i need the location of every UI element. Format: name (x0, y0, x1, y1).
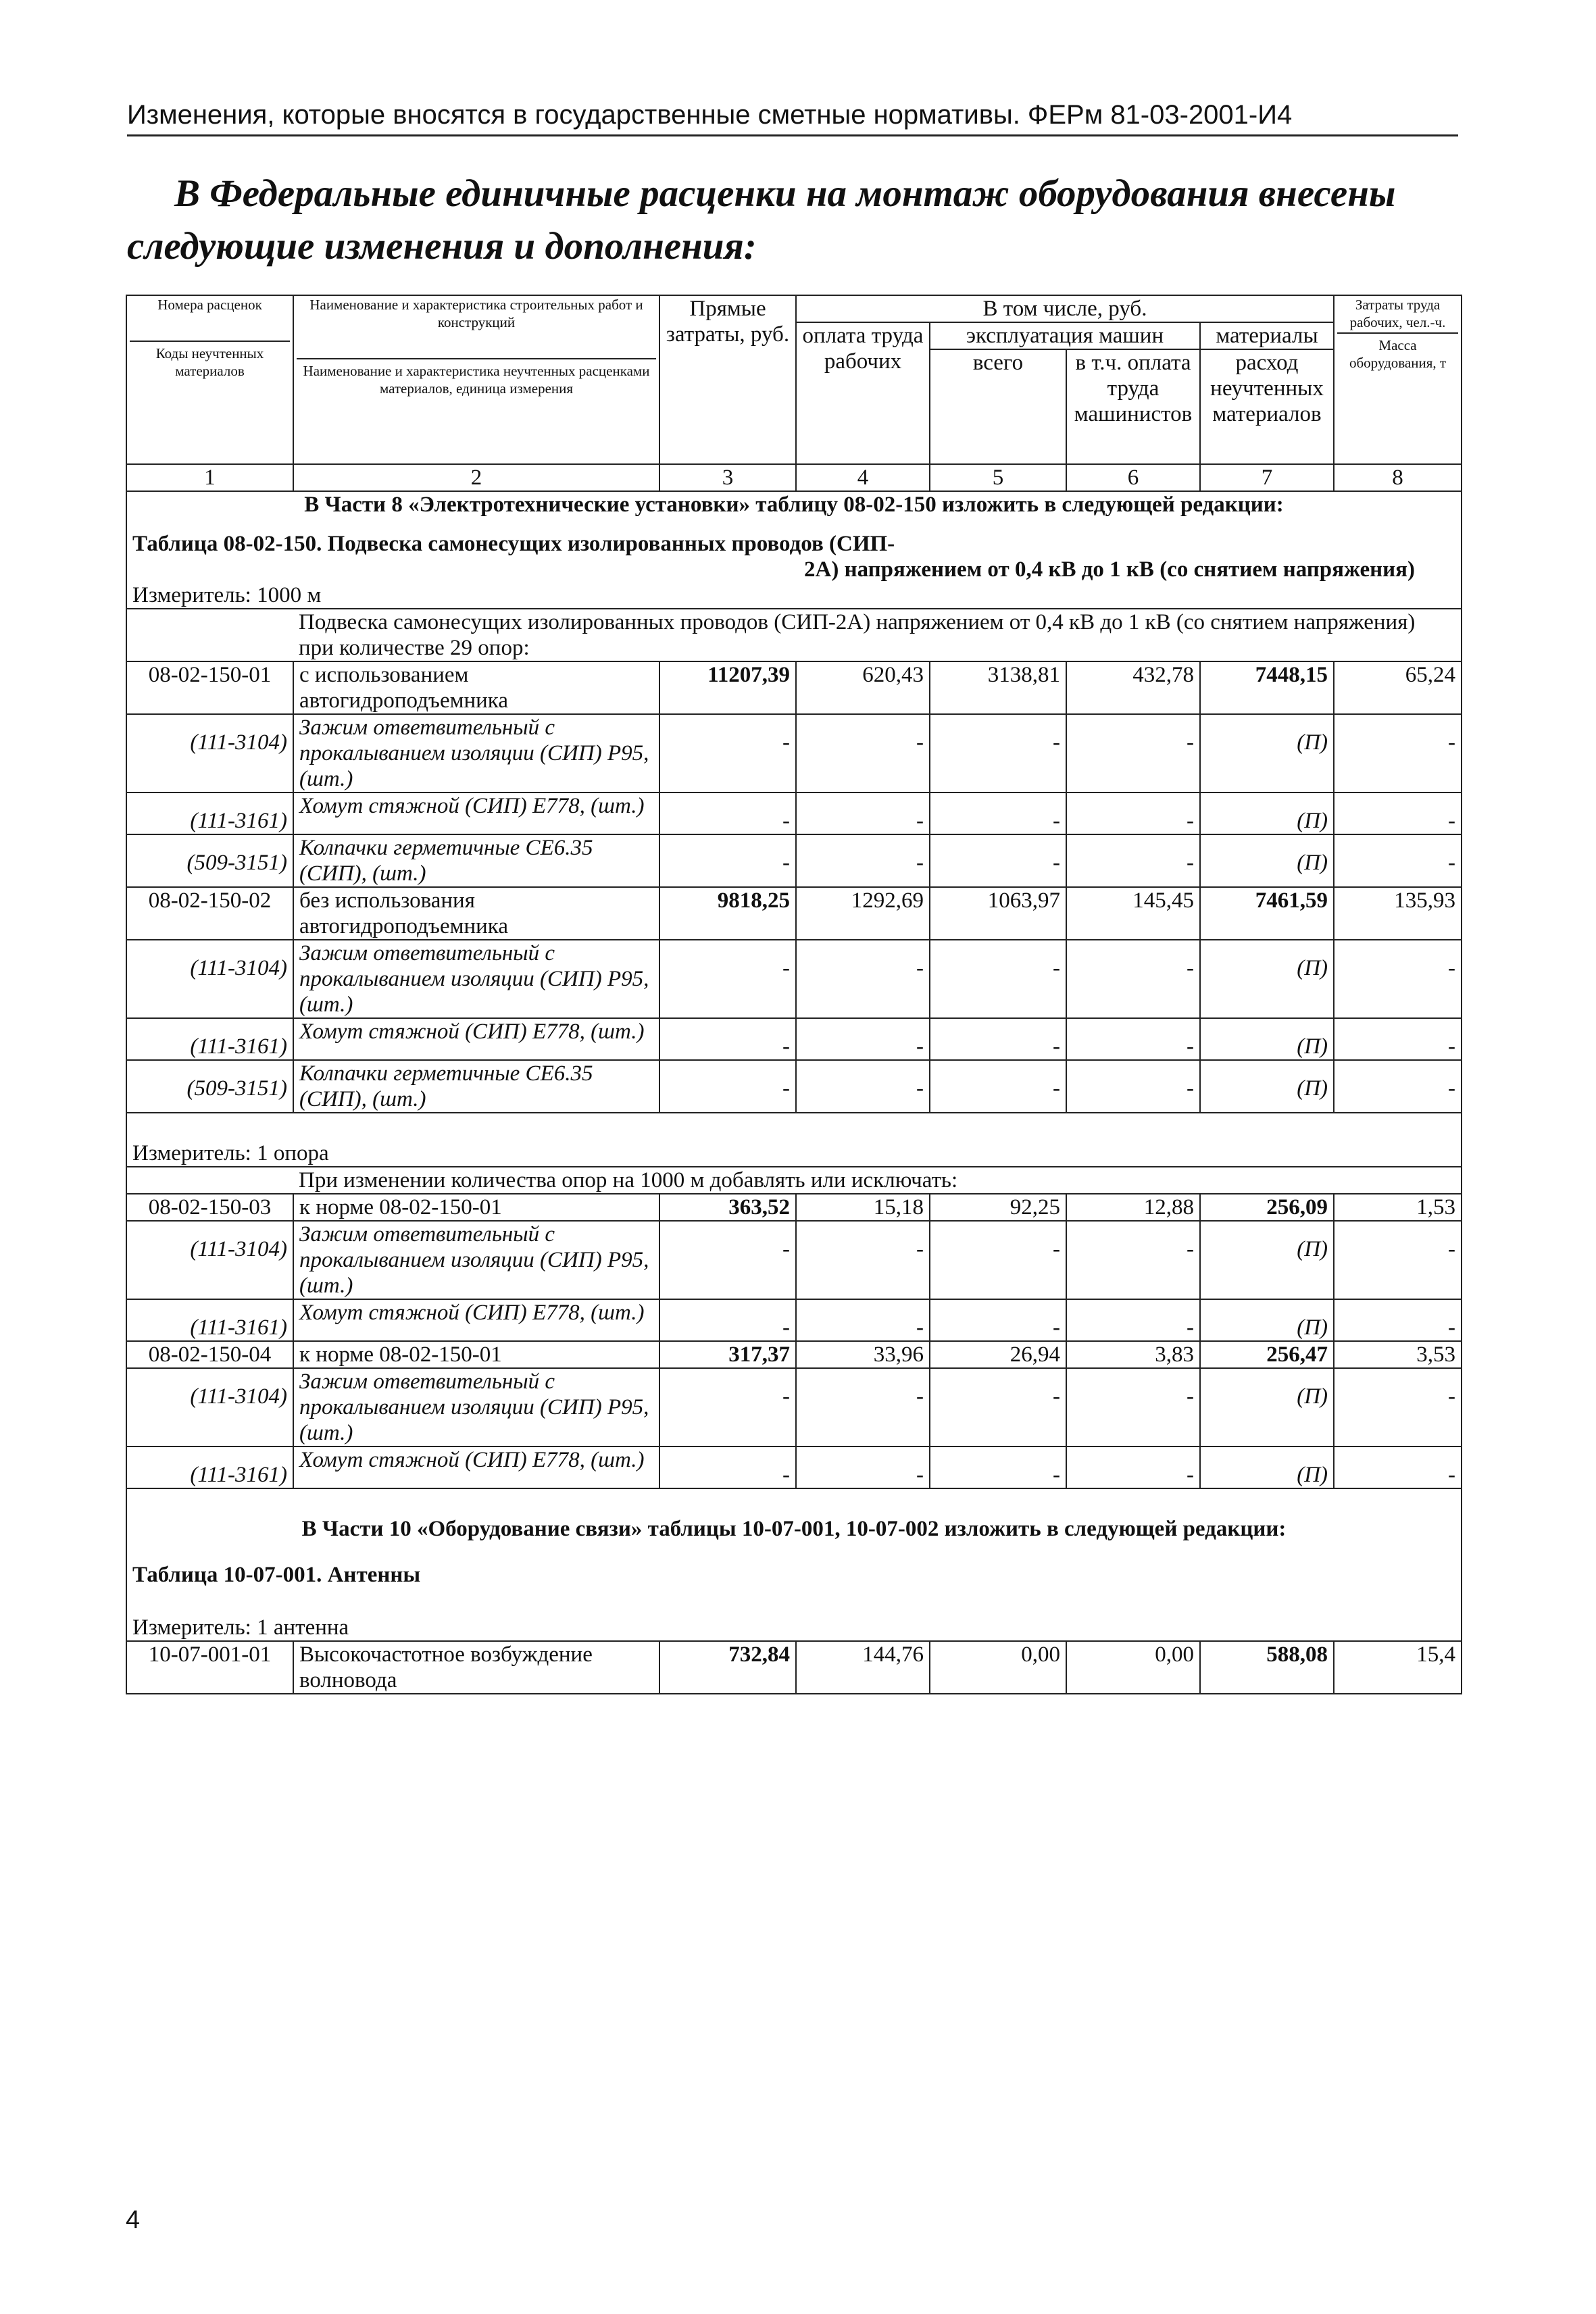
materials-p-mark: (П) (1200, 714, 1334, 793)
col7-header: расход неучтенных материалов (1200, 349, 1334, 464)
worker-wages: 15,18 (796, 1194, 930, 1221)
table-10-07-001-title: Таблица 10-07-001. Антенны (126, 1542, 1462, 1588)
col3-header: Прямые затраты, руб. (659, 295, 796, 464)
machines-total: 1063,97 (930, 887, 1066, 940)
material-code: (509-3151) (126, 1060, 293, 1113)
material-name: Колпачки герметичные СЕ6.35 (СИП), (шт.) (293, 1060, 659, 1113)
col8-header-top: Затраты труда рабочих, чел.-ч. (1349, 297, 1446, 330)
machinist-wages-dash: - (1066, 940, 1200, 1018)
material-row (126, 1299, 1462, 1341)
worker-wages-dash: - (796, 1368, 930, 1447)
table-08-02-150-title-line2: 2А) напряжением от 0,4 кВ до 1 кВ (со снятием напряжения) (804, 557, 1416, 582)
direct-costs: 363,52 (659, 1194, 796, 1221)
table-08-02-150-title (126, 518, 1462, 582)
labor-hours-dash: - (1334, 793, 1462, 834)
labor-hours: 135,93 (1334, 887, 1462, 940)
materials-cost: 588,08 (1200, 1641, 1334, 1694)
material-row (126, 1368, 1462, 1447)
machines-total-dash: - (930, 940, 1066, 1018)
column-number: 3 (659, 464, 796, 491)
machines-total: 26,94 (930, 1341, 1066, 1368)
direct-costs-dash: - (659, 1060, 796, 1113)
rate-name: к норме 08-02-150-01 (293, 1341, 659, 1368)
intro-line-1: В Федеральные единичные расценки на монтаж оборудования внесены (174, 172, 1396, 215)
labor-hours: 15,4 (1334, 1641, 1462, 1694)
intro-line-2: следующие изменения и дополнения: (127, 225, 757, 268)
materials-cost: 256,09 (1200, 1194, 1334, 1221)
incl-header: В том числе, руб. (796, 295, 1334, 322)
direct-costs-dash: - (659, 834, 796, 887)
rate-code: 08-02-150-04 (126, 1341, 293, 1368)
measure-row (126, 1113, 1462, 1167)
description-row (126, 1167, 1462, 1194)
material-name: Зажим ответвительный с прокалыванием изоляции (СИП) Р95, (шт.) (293, 1221, 659, 1299)
measure-unit-antenna: Измеритель: 1 антенна (126, 1588, 1462, 1641)
material-row (126, 834, 1462, 887)
column-number: 4 (796, 464, 930, 491)
materials-p-mark: (П) (1200, 1447, 1334, 1488)
machines-total: 0,00 (930, 1641, 1066, 1694)
machines-total: 3138,81 (930, 661, 1066, 714)
direct-costs: 11207,39 (659, 661, 796, 714)
material-code: (111-3104) (126, 714, 293, 793)
material-name: Хомут стяжной (СИП) Е778, (шт.) (293, 1018, 659, 1060)
material-name: Хомут стяжной (СИП) Е778, (шт.) (293, 793, 659, 834)
material-code: (111-3161) (126, 793, 293, 834)
rate-code: 10-07-001-01 (126, 1641, 293, 1694)
col2-header (293, 295, 659, 464)
materials-p-mark: (П) (1200, 1221, 1334, 1299)
measure-unit-1000m: Измеритель: 1000 м (126, 582, 1462, 609)
page-number: 4 (126, 2206, 141, 2234)
direct-costs: 9818,25 (659, 887, 796, 940)
worker-wages-dash: - (796, 1018, 930, 1060)
direct-costs-dash: - (659, 940, 796, 1018)
machines-total-dash: - (930, 1368, 1066, 1447)
worker-wages-dash: - (796, 714, 930, 793)
machinist-wages-dash: - (1066, 1221, 1200, 1299)
material-code: (509-3151) (126, 834, 293, 887)
column-number: 2 (293, 464, 659, 491)
material-row (126, 940, 1462, 1018)
labor-hours-dash: - (1334, 834, 1462, 887)
machines-total-dash: - (930, 1447, 1066, 1488)
machinist-wages: 12,88 (1066, 1194, 1200, 1221)
machines-total-dash: - (930, 834, 1066, 887)
labor-hours: 3,53 (1334, 1341, 1462, 1368)
rate-name: без использования автогидроподъемника (293, 887, 659, 940)
labor-hours: 1,53 (1334, 1194, 1462, 1221)
table-description-29-poles: Подвеска самонесущих изолированных проводов (СИП-2А) напряжением от 0,4 кВ до 1 кВ (со снятием напряжения) при количестве 29 опор: (293, 609, 1462, 661)
machinist-wages: 0,00 (1066, 1641, 1200, 1694)
col2-header-bottom: Наименование и характеристика неучтенных расценками материалов, единица измерения (297, 358, 656, 397)
rate-name: к норме 08-02-150-01 (293, 1194, 659, 1221)
worker-wages-dash: - (796, 1221, 930, 1299)
column-number: 1 (126, 464, 293, 491)
materials-cost: 7448,15 (1200, 661, 1334, 714)
materials-p-mark: (П) (1200, 1299, 1334, 1341)
col2-header-top: Наименование и характеристика строительных работ и конструкций (309, 297, 643, 330)
material-code: (111-3161) (126, 1447, 293, 1488)
worker-wages-dash: - (796, 834, 930, 887)
direct-costs-dash: - (659, 1368, 796, 1447)
worker-wages: 1292,69 (796, 887, 930, 940)
materials-cost: 7461,59 (1200, 887, 1334, 940)
table1-title-row (126, 518, 1462, 582)
material-name: Хомут стяжной (СИП) Е778, (шт.) (293, 1447, 659, 1488)
machinist-wages: 432,78 (1066, 661, 1200, 714)
measure-unit-pole: Измеритель: 1 опора (126, 1113, 1462, 1167)
section1-title: В Части 8 «Электротехнические установки» таблицу 08-02-150 изложить в следующей редакции: (126, 491, 1462, 518)
column-number: 7 (1200, 464, 1334, 491)
rate-row (126, 661, 1462, 714)
machines-total-dash: - (930, 1060, 1066, 1113)
labor-hours-dash: - (1334, 1060, 1462, 1113)
col8-header-bottom: Масса оборудования, т (1337, 332, 1458, 372)
table-description-pole-change: При изменении количества опор на 1000 м добавлять или исключать: (293, 1167, 1462, 1194)
material-name: Зажим ответвительный с прокалыванием изоляции (СИП) Р95, (шт.) (293, 714, 659, 793)
materials-cost: 256,47 (1200, 1341, 1334, 1368)
rate-code: 08-02-150-01 (126, 661, 293, 714)
material-code: (111-3161) (126, 1299, 293, 1341)
machinist-wages: 3,83 (1066, 1341, 1200, 1368)
material-code: (111-3104) (126, 1368, 293, 1447)
labor-hours-dash: - (1334, 1368, 1462, 1447)
labor-hours-dash: - (1334, 1221, 1462, 1299)
section1-title-row (126, 491, 1462, 518)
machinist-wages-dash: - (1066, 1299, 1200, 1341)
machines-header: эксплуатация машин (930, 322, 1200, 349)
direct-costs-dash: - (659, 1299, 796, 1341)
column-numbers-row (126, 464, 1462, 491)
materials-p-mark: (П) (1200, 940, 1334, 1018)
rate-row (126, 887, 1462, 940)
material-name: Зажим ответвительный с прокалыванием изоляции (СИП) Р95, (шт.) (293, 1368, 659, 1447)
machinist-wages-dash: - (1066, 1447, 1200, 1488)
empty-cell (126, 1167, 293, 1194)
material-code: (111-3104) (126, 940, 293, 1018)
direct-costs-dash: - (659, 714, 796, 793)
labor-hours-dash: - (1334, 714, 1462, 793)
col8-header (1334, 295, 1462, 464)
worker-wages-dash: - (796, 793, 930, 834)
direct-costs-dash: - (659, 1018, 796, 1060)
col1-header-top: Номера расценок (157, 297, 262, 313)
labor-hours: 65,24 (1334, 661, 1462, 714)
machines-total-dash: - (930, 1299, 1066, 1341)
measure-row (126, 1588, 1462, 1641)
worker-wages: 620,43 (796, 661, 930, 714)
col1-header (126, 295, 293, 464)
section2-group (126, 1488, 1462, 1694)
header-row-1 (126, 295, 1462, 322)
worker-wages-dash: - (796, 1447, 930, 1488)
material-row (126, 1447, 1462, 1488)
direct-costs-dash: - (659, 1447, 796, 1488)
section2-title: В Части 10 «Оборудование связи» таблицы 10-07-001, 10-07-002 изложить в следующей редакции: (126, 1488, 1462, 1542)
intro-heading (127, 168, 1458, 273)
materials-header: материалы (1200, 322, 1334, 349)
material-row (126, 1221, 1462, 1299)
worker-wages-dash: - (796, 1299, 930, 1341)
direct-costs: 732,84 (659, 1641, 796, 1694)
direct-costs-dash: - (659, 793, 796, 834)
worker-wages: 33,96 (796, 1341, 930, 1368)
column-number: 8 (1334, 464, 1462, 491)
machines-total-dash: - (930, 793, 1066, 834)
table-body (126, 295, 1462, 661)
machinist-wages-dash: - (1066, 834, 1200, 887)
rate-row (126, 1194, 1462, 1221)
table-08-02-150-title-line1: Таблица 08-02-150. Подвеска самонесущих изолированных проводов (СИП- (132, 532, 895, 556)
worker-wages-dash: - (796, 1060, 930, 1113)
worker-wages-dash: - (796, 940, 930, 1018)
rate-code: 08-02-150-02 (126, 887, 293, 940)
materials-p-mark: (П) (1200, 1368, 1334, 1447)
materials-p-mark: (П) (1200, 1018, 1334, 1060)
description-row (126, 609, 1462, 661)
col4-header: оплата труда рабочих (796, 322, 930, 464)
materials-p-mark: (П) (1200, 793, 1334, 834)
running-header: Изменения, которые вносятся в государственные сметные нормативы. ФЕРм 81-03-2001-И4 (127, 100, 1458, 136)
rate-row (126, 1641, 1462, 1694)
col6-header: в т.ч. оплата труда машинистов (1066, 349, 1200, 464)
material-code: (111-3161) (126, 1018, 293, 1060)
machines-total-dash: - (930, 714, 1066, 793)
material-row (126, 1060, 1462, 1113)
rows-group-a (126, 661, 1462, 1113)
machinist-wages-dash: - (1066, 714, 1200, 793)
rate-name: Высокочастотное возбуждение волновода (293, 1641, 659, 1694)
material-row (126, 714, 1462, 793)
rates-table (126, 295, 1462, 1694)
column-number: 5 (930, 464, 1066, 491)
machines-total: 92,25 (930, 1194, 1066, 1221)
labor-hours-dash: - (1334, 1447, 1462, 1488)
machines-total-dash: - (930, 1018, 1066, 1060)
material-row (126, 793, 1462, 834)
rate-row (126, 1341, 1462, 1368)
column-number: 6 (1066, 464, 1200, 491)
direct-costs-dash: - (659, 1221, 796, 1299)
material-name: Хомут стяжной (СИП) Е778, (шт.) (293, 1299, 659, 1341)
col5-header: всего (930, 349, 1066, 464)
machines-total-dash: - (930, 1221, 1066, 1299)
worker-wages: 144,76 (796, 1641, 930, 1694)
direct-costs: 317,37 (659, 1341, 796, 1368)
measure-row (126, 582, 1462, 609)
table2-title-row (126, 1542, 1462, 1588)
section2-title-row (126, 1488, 1462, 1542)
material-row (126, 1018, 1462, 1060)
col1-header-bottom: Коды неучтенных материалов (130, 341, 290, 380)
machinist-wages-dash: - (1066, 1018, 1200, 1060)
machinist-wages-dash: - (1066, 793, 1200, 834)
material-name: Зажим ответвительный с прокалыванием изоляции (СИП) Р95, (шт.) (293, 940, 659, 1018)
rate-name: с использованием автогидроподъемника (293, 661, 659, 714)
machinist-wages-dash: - (1066, 1368, 1200, 1447)
machinist-wages: 145,45 (1066, 887, 1200, 940)
material-name: Колпачки герметичные СЕ6.35 (СИП), (шт.) (293, 834, 659, 887)
materials-p-mark: (П) (1200, 834, 1334, 887)
machinist-wages-dash: - (1066, 1060, 1200, 1113)
labor-hours-dash: - (1334, 1018, 1462, 1060)
material-code: (111-3104) (126, 1221, 293, 1299)
rows-group-b (126, 1113, 1462, 1488)
labor-hours-dash: - (1334, 940, 1462, 1018)
labor-hours-dash: - (1334, 1299, 1462, 1341)
materials-p-mark: (П) (1200, 1060, 1334, 1113)
rate-code: 08-02-150-03 (126, 1194, 293, 1221)
